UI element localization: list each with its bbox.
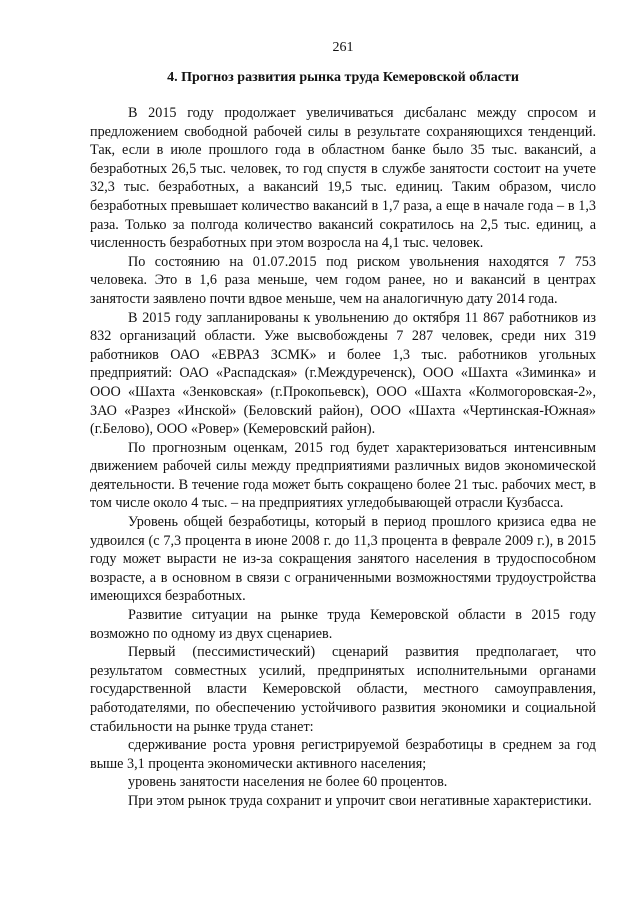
paragraph-scenario-item-employment: уровень занятости населения не более 60 процентов. — [128, 774, 448, 791]
paragraph-dismissal-risk: По состоянию на 01.07.2015 под риском увольнения находятся 7 753 человека. Это в 1,6 раза меньше, чем годом ранее, но и вакансий в центрах занятости заявлено почти вдвое меньше, чем на аналогичную дату 2014 года. — [90, 253, 596, 307]
paragraph-unemployment-level: Уровень общей безработицы, который в период прошлого кризиса едва не удвоился (с 7,3 процента в июне 2008 г. до 11,3 процента в феврале 2009 г.), в 2015 году может вырасти не из-за сокращения занятого населения в трудоспособном возрасте, а в основном в связи с ограниченными возможностями трудоустройства имеющихся безработных. — [90, 514, 596, 605]
paragraph-two-scenarios: Развитие ситуации на рынке труда Кемеровской области в 2015 году возможно по одному из двух сценариев. — [90, 607, 596, 642]
body-text — [90, 104, 596, 811]
paragraph-vacancy-imbalance: В 2015 году продолжает увеличиваться дисбаланс между спросом и предложением свободной рабочей силы в результате сохраняющихся тенденций. Так, если в июле прошлого года в областном банке было 35 тыс. вакансий, а безработных 26,5 тыс. человек, то год спустя в службе занятости состоит на учете 32,3 тыс. безработных, а вакансий 19,5 тыс. единиц. Таким образом, число безработных превышает количество вакансий в 1,7 раза, а еще в начале года – в 1,3 раза. Только за полгода количество вакансий сократилось на 2,5 тыс. единиц, а численность безработных при этом возросла на 4,1 тыс. человек. — [90, 105, 596, 252]
paragraph-forecast-estimates: По прогнозным оценкам, 2015 год будет характеризоваться интенсивным движением рабочей силы между предприятиями различных видов экономической деятельности. В течение года может быть сокращено более 21 тыс. рабочих мест, в том числе около 4 тыс. – на предприятиях угледобывающей отрасли Кузбасса. — [90, 439, 596, 512]
paragraph-pessimistic-scenario: Первый (пессимистический) сценарий развития предполагает, что результатом совместных усилий, предпринятых исполнительными органами государственной власти Кемеровской области, местного самоуправления, работодателями, по обеспечению устойчивого развития экономики и социальной стабильности на рынке труда станет: — [90, 644, 596, 735]
section-title: 4. Прогноз развития рынка труда Кемеровской области — [167, 70, 519, 85]
page-number: 261 — [332, 40, 354, 55]
paragraph-negative-characteristics: При этом рынок труда сохранит и упрочит свои негативные характеристики. — [128, 792, 592, 809]
paragraph-scenario-item-unemployment: сдерживание роста уровня регистрируемой безработицы в среднем за год выше 3,1 процента экономически активного населения; — [90, 737, 596, 772]
paragraph-planned-dismissals: В 2015 году запланированы к увольнению до октября 11 867 работников из 832 организаций области. Уже высвобождены 7 287 человек, среди них 319 работников ОАО «ЕВРАЗ ЗСМК» и более 1,3 тыс. работников угольных предприятий: ОАО «Распадская» (г.Междуреченск), ООО «Шахта «Зиминка» и ООО «Шахта «Зенковская» (г.Прокопьевск), ООО «Шахта «Колмогоровская-2», ЗАО «Разрез «Инской» (Беловский район), ООО «Шахта «Чертинская-Южная» (г.Белово), ООО «Ровер» (Кемеровский район). — [90, 309, 596, 438]
